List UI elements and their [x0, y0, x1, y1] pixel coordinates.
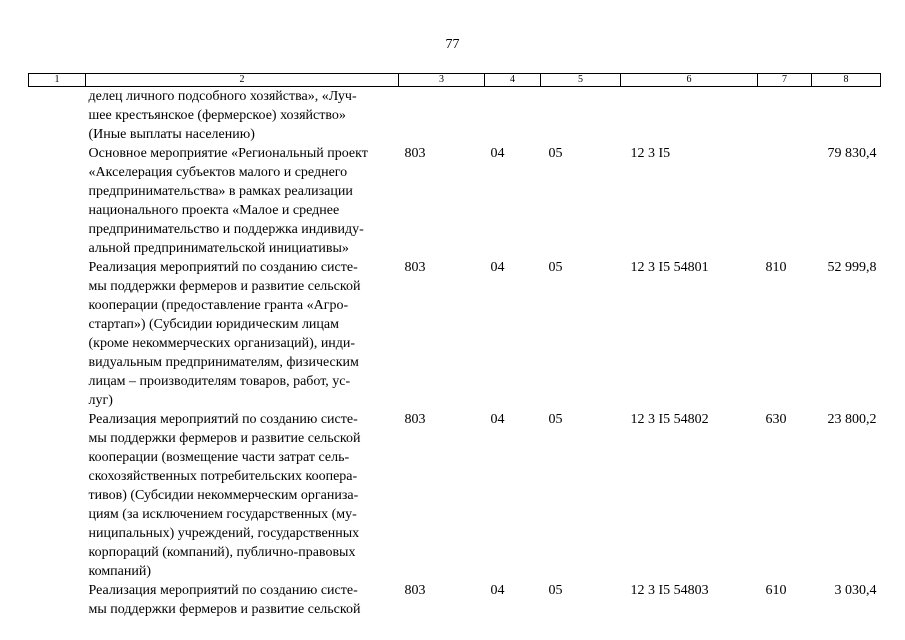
amount-cell: 3 030,4: [834, 583, 877, 598]
item-name-line: предпринимательства» в рамках реализации: [88, 184, 353, 199]
item-name-line: видуальным предпринимателям, физическим: [88, 355, 359, 370]
subsection-code-cell: 05: [548, 146, 563, 161]
table-row: [29, 410, 881, 581]
row-number-cell: [29, 144, 86, 258]
header-row: [29, 74, 881, 87]
section-code-cell: 04: [490, 146, 505, 161]
item-name-line: корпораций (компаний), публично-правовых: [88, 545, 356, 560]
subsection-code-cell: [541, 87, 621, 145]
subsection-code-cell: 05: [548, 583, 563, 598]
row-number-cell: [29, 581, 86, 619]
item-name-line: луг): [88, 393, 113, 408]
item-name-line: циям (за исключением государственных (му-: [88, 507, 357, 522]
item-name-line: делец личного подсобного хозяйства», «Луч-: [88, 89, 357, 104]
item-name-line: Реализация мероприятий по созданию систе-: [88, 583, 358, 598]
ministry-code-cell: 803: [404, 412, 426, 427]
ministry-code-cell: 803: [404, 146, 426, 161]
expense-type-code-cell: 610: [765, 583, 787, 598]
target-item-code-cell: [621, 87, 758, 145]
amount-cell: 23 800,2: [827, 412, 877, 427]
expense-type-code-cell: [758, 144, 812, 258]
item-name-line: ниципальных) учреждений, государственных: [88, 526, 360, 541]
subsection-code-cell: 05: [548, 260, 563, 275]
item-name-line: предпринимательство и поддержка индивиду-: [88, 222, 364, 237]
item-name-line: тивов) (Субсидии некоммерческим организа-: [88, 488, 359, 503]
item-name-line: лицам – производителям товаров, работ, ус-: [88, 374, 351, 389]
table-row: [29, 144, 881, 258]
table-header: [29, 74, 881, 87]
expense-type-code-cell: [758, 87, 812, 145]
section-code-cell: 04: [490, 260, 505, 275]
item-name-line: шее крестьянское (фермерское) хозяйство»: [88, 108, 346, 123]
item-name-line: кооперации (возмещение части затрат сель-: [88, 450, 350, 465]
item-name-line: кооперации (предоставление гранта «Агро-: [88, 298, 349, 313]
item-name-cell: [86, 258, 399, 410]
row-number-cell: [29, 87, 86, 145]
expense-type-code-cell: 630: [765, 412, 787, 427]
table-row: [29, 581, 881, 619]
target-item-code-cell: 12 3 I5 54801: [630, 260, 709, 275]
section-code-cell: 04: [490, 412, 505, 427]
item-name-line: Реализация мероприятий по созданию систе-: [88, 412, 358, 427]
row-number-cell: [29, 410, 86, 581]
column-header: 7: [758, 74, 812, 87]
target-item-code-cell: 12 3 I5: [630, 146, 671, 161]
ministry-code-cell: 803: [404, 260, 426, 275]
amount-cell: 79 830,4: [827, 146, 877, 161]
table-body: [29, 87, 881, 620]
ministry-code-cell: [399, 87, 485, 145]
item-name-line: национального проекта «Малое и среднее: [88, 203, 340, 218]
section-code-cell: [485, 87, 541, 145]
target-item-code-cell: 12 3 I5 54802: [630, 412, 709, 427]
item-name-cell: [86, 581, 399, 619]
target-item-code-cell: 12 3 I5 54803: [630, 583, 709, 598]
expense-type-code-cell: 810: [765, 260, 787, 275]
column-header: 6: [621, 74, 758, 87]
item-name-line: мы поддержки фермеров и развитие сельской: [88, 602, 361, 617]
amount-cell: 52 999,8: [827, 260, 877, 275]
subsection-code-cell: 05: [548, 412, 563, 427]
ministry-code-cell: 803: [404, 583, 426, 598]
item-name-line: компаний): [88, 564, 152, 579]
item-name-line: (кроме некоммерческих организаций), инди-: [88, 336, 356, 351]
column-header: 5: [541, 74, 621, 87]
column-header: 2: [86, 74, 399, 87]
table-row: [29, 258, 881, 410]
item-name-line: скохозяйственных потребительских коопера-: [88, 469, 358, 484]
item-name-line: мы поддержки фермеров и развитие сельской: [88, 279, 361, 294]
budget-table: [28, 73, 881, 619]
item-name-line: Реализация мероприятий по созданию систе-: [88, 260, 358, 275]
item-name-line: (Иные выплаты населению): [88, 127, 255, 142]
item-name-cell: [86, 410, 399, 581]
item-name-line: Основное мероприятие «Региональный проект: [88, 146, 368, 161]
table-row: [29, 87, 881, 145]
row-number-cell: [29, 258, 86, 410]
section-code-cell: 04: [490, 583, 505, 598]
column-header: 3: [399, 74, 485, 87]
column-header: 8: [812, 74, 881, 87]
page-number: 77: [445, 37, 460, 52]
item-name-line: альной предпринимательской инициативы»: [88, 241, 349, 256]
item-name-line: стартап») (Субсидии юридическим лицам: [88, 317, 339, 332]
item-name-line: мы поддержки фермеров и развитие сельской: [88, 431, 361, 446]
amount-cell: [812, 87, 881, 145]
item-name-cell: [86, 87, 399, 145]
column-header: 4: [485, 74, 541, 87]
column-header: 1: [29, 74, 86, 87]
item-name-cell: [86, 144, 399, 258]
item-name-line: «Акселерация субъектов малого и среднего: [88, 165, 348, 180]
